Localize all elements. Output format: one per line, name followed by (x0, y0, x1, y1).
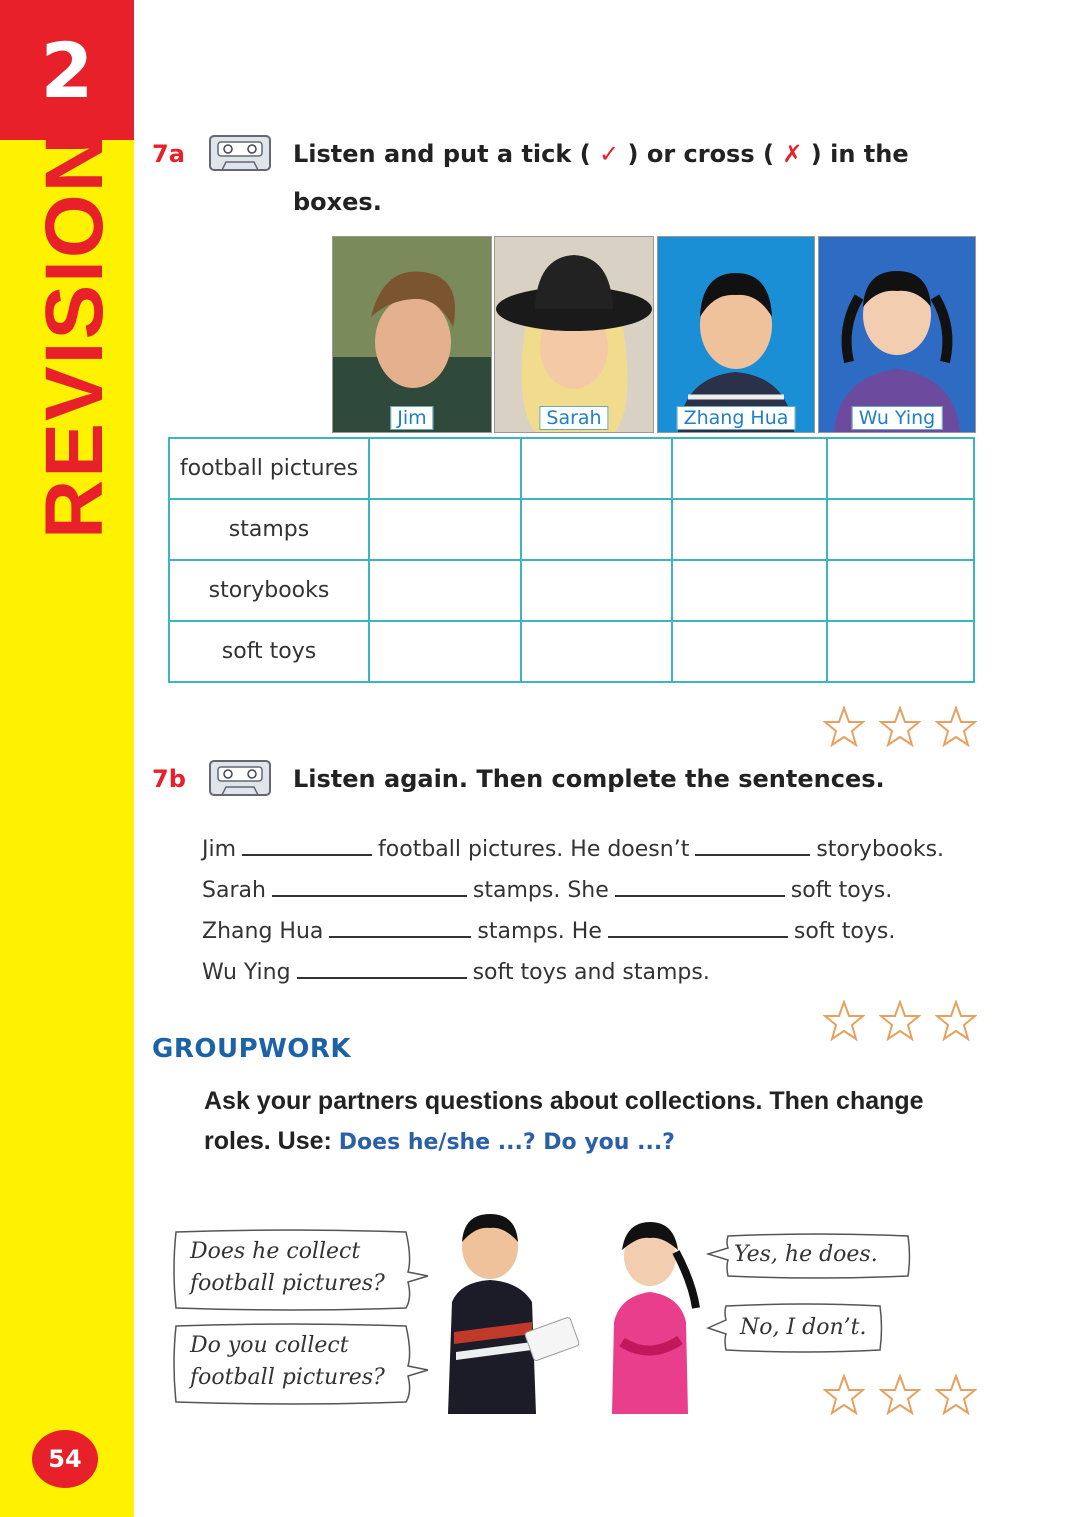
answer-box[interactable] (521, 499, 672, 560)
page-number: 54 (32, 1430, 98, 1488)
cross-icon: ✗ (782, 140, 803, 168)
answer-box[interactable] (369, 499, 521, 560)
answer-box[interactable] (827, 621, 974, 682)
row-label: soft toys (169, 621, 369, 682)
bubble-text: Do you collect football pictures? (190, 1333, 385, 1390)
answer-box[interactable] (521, 438, 672, 499)
answer-box[interactable] (521, 560, 672, 621)
photo-sarah (494, 236, 654, 433)
task-7a-instruction-line2: boxes. (293, 188, 382, 216)
table-row (169, 499, 974, 560)
star-icon[interactable] (935, 1000, 977, 1042)
fill-blank[interactable] (272, 877, 467, 897)
star-icon[interactable] (935, 706, 977, 748)
fill-blank[interactable] (615, 877, 785, 897)
sentence-line: Wu Ying soft toys and stamps. (202, 960, 710, 985)
fill-blank[interactable] (242, 836, 372, 856)
star-icon[interactable] (823, 706, 865, 748)
star-icon[interactable] (935, 1374, 977, 1416)
task-7a-number: 7a (152, 140, 185, 168)
rating-stars (823, 1374, 977, 1416)
tick-icon: ✓ (599, 140, 620, 168)
photo-label: Zhang Hua (677, 406, 796, 430)
answer-box[interactable] (672, 621, 827, 682)
photo-wu-ying (818, 236, 976, 433)
answer-box[interactable] (827, 560, 974, 621)
answer-box[interactable] (672, 438, 827, 499)
answer-box[interactable] (369, 438, 521, 499)
photo-label: Wu Ying (852, 406, 943, 430)
star-icon[interactable] (823, 1374, 865, 1416)
table-row (169, 621, 974, 682)
photo-label: Sarah (539, 406, 608, 430)
row-label: football pictures (169, 438, 369, 499)
star-icon[interactable] (879, 1374, 921, 1416)
fill-blank[interactable] (329, 918, 471, 938)
rating-stars (823, 706, 977, 748)
sentence-line: Zhang Hua stamps. He soft toys. (202, 919, 896, 944)
answer-box[interactable] (672, 499, 827, 560)
bubble-text: No, I don’t. (740, 1315, 867, 1340)
unit-number: 2 (40, 25, 94, 115)
answer-box[interactable] (369, 621, 521, 682)
example-questions: Does he/she ...? Do you ...? (338, 1130, 675, 1155)
table-row (169, 438, 974, 499)
fill-blank[interactable] (695, 836, 810, 856)
answer-box[interactable] (827, 499, 974, 560)
children-illustration (440, 1212, 700, 1414)
bubble-text: Yes, he does. (734, 1242, 878, 1267)
answer-box[interactable] (369, 560, 521, 621)
revision-title: REVISION (29, 131, 120, 539)
fill-blank[interactable] (608, 918, 788, 938)
sidebar (0, 0, 134, 1517)
cassette-tape-icon (208, 757, 272, 799)
groupwork-instruction: Ask your partners questions about collections. Then change (204, 1087, 924, 1115)
bubble-text: Does he collect football pictures? (190, 1239, 385, 1296)
groupwork-instruction-line2: roles. Use: Does he/she ...? Do you ...? (204, 1127, 675, 1155)
fill-blank[interactable] (297, 959, 467, 979)
row-label: storybooks (169, 560, 369, 621)
answer-box[interactable] (521, 621, 672, 682)
photo-label: Jim (390, 406, 433, 430)
cassette-tape-icon (208, 132, 272, 174)
answer-box[interactable] (672, 560, 827, 621)
rating-stars (823, 1000, 977, 1042)
unit-number-box (0, 0, 134, 140)
row-label: stamps (169, 499, 369, 560)
star-icon[interactable] (879, 1000, 921, 1042)
groupwork-title: GROUPWORK (152, 1034, 352, 1064)
table-row (169, 560, 974, 621)
sentence-line: Sarah stamps. She soft toys. (202, 878, 893, 903)
task-7a-instruction: Listen and put a tick ( ✓ ) or cross ( ✗ ) in the (293, 140, 909, 168)
photo-jim (332, 236, 492, 433)
tick-cross-table (168, 437, 975, 683)
task-7b-instruction: Listen again. Then complete the sentences. (293, 765, 885, 793)
photo-zhang-hua (657, 236, 815, 433)
star-icon[interactable] (823, 1000, 865, 1042)
star-icon[interactable] (879, 706, 921, 748)
answer-box[interactable] (827, 438, 974, 499)
sentence-line: Jim football pictures. He doesn’t storybooks. (202, 837, 945, 862)
task-7b-number: 7b (152, 765, 186, 793)
